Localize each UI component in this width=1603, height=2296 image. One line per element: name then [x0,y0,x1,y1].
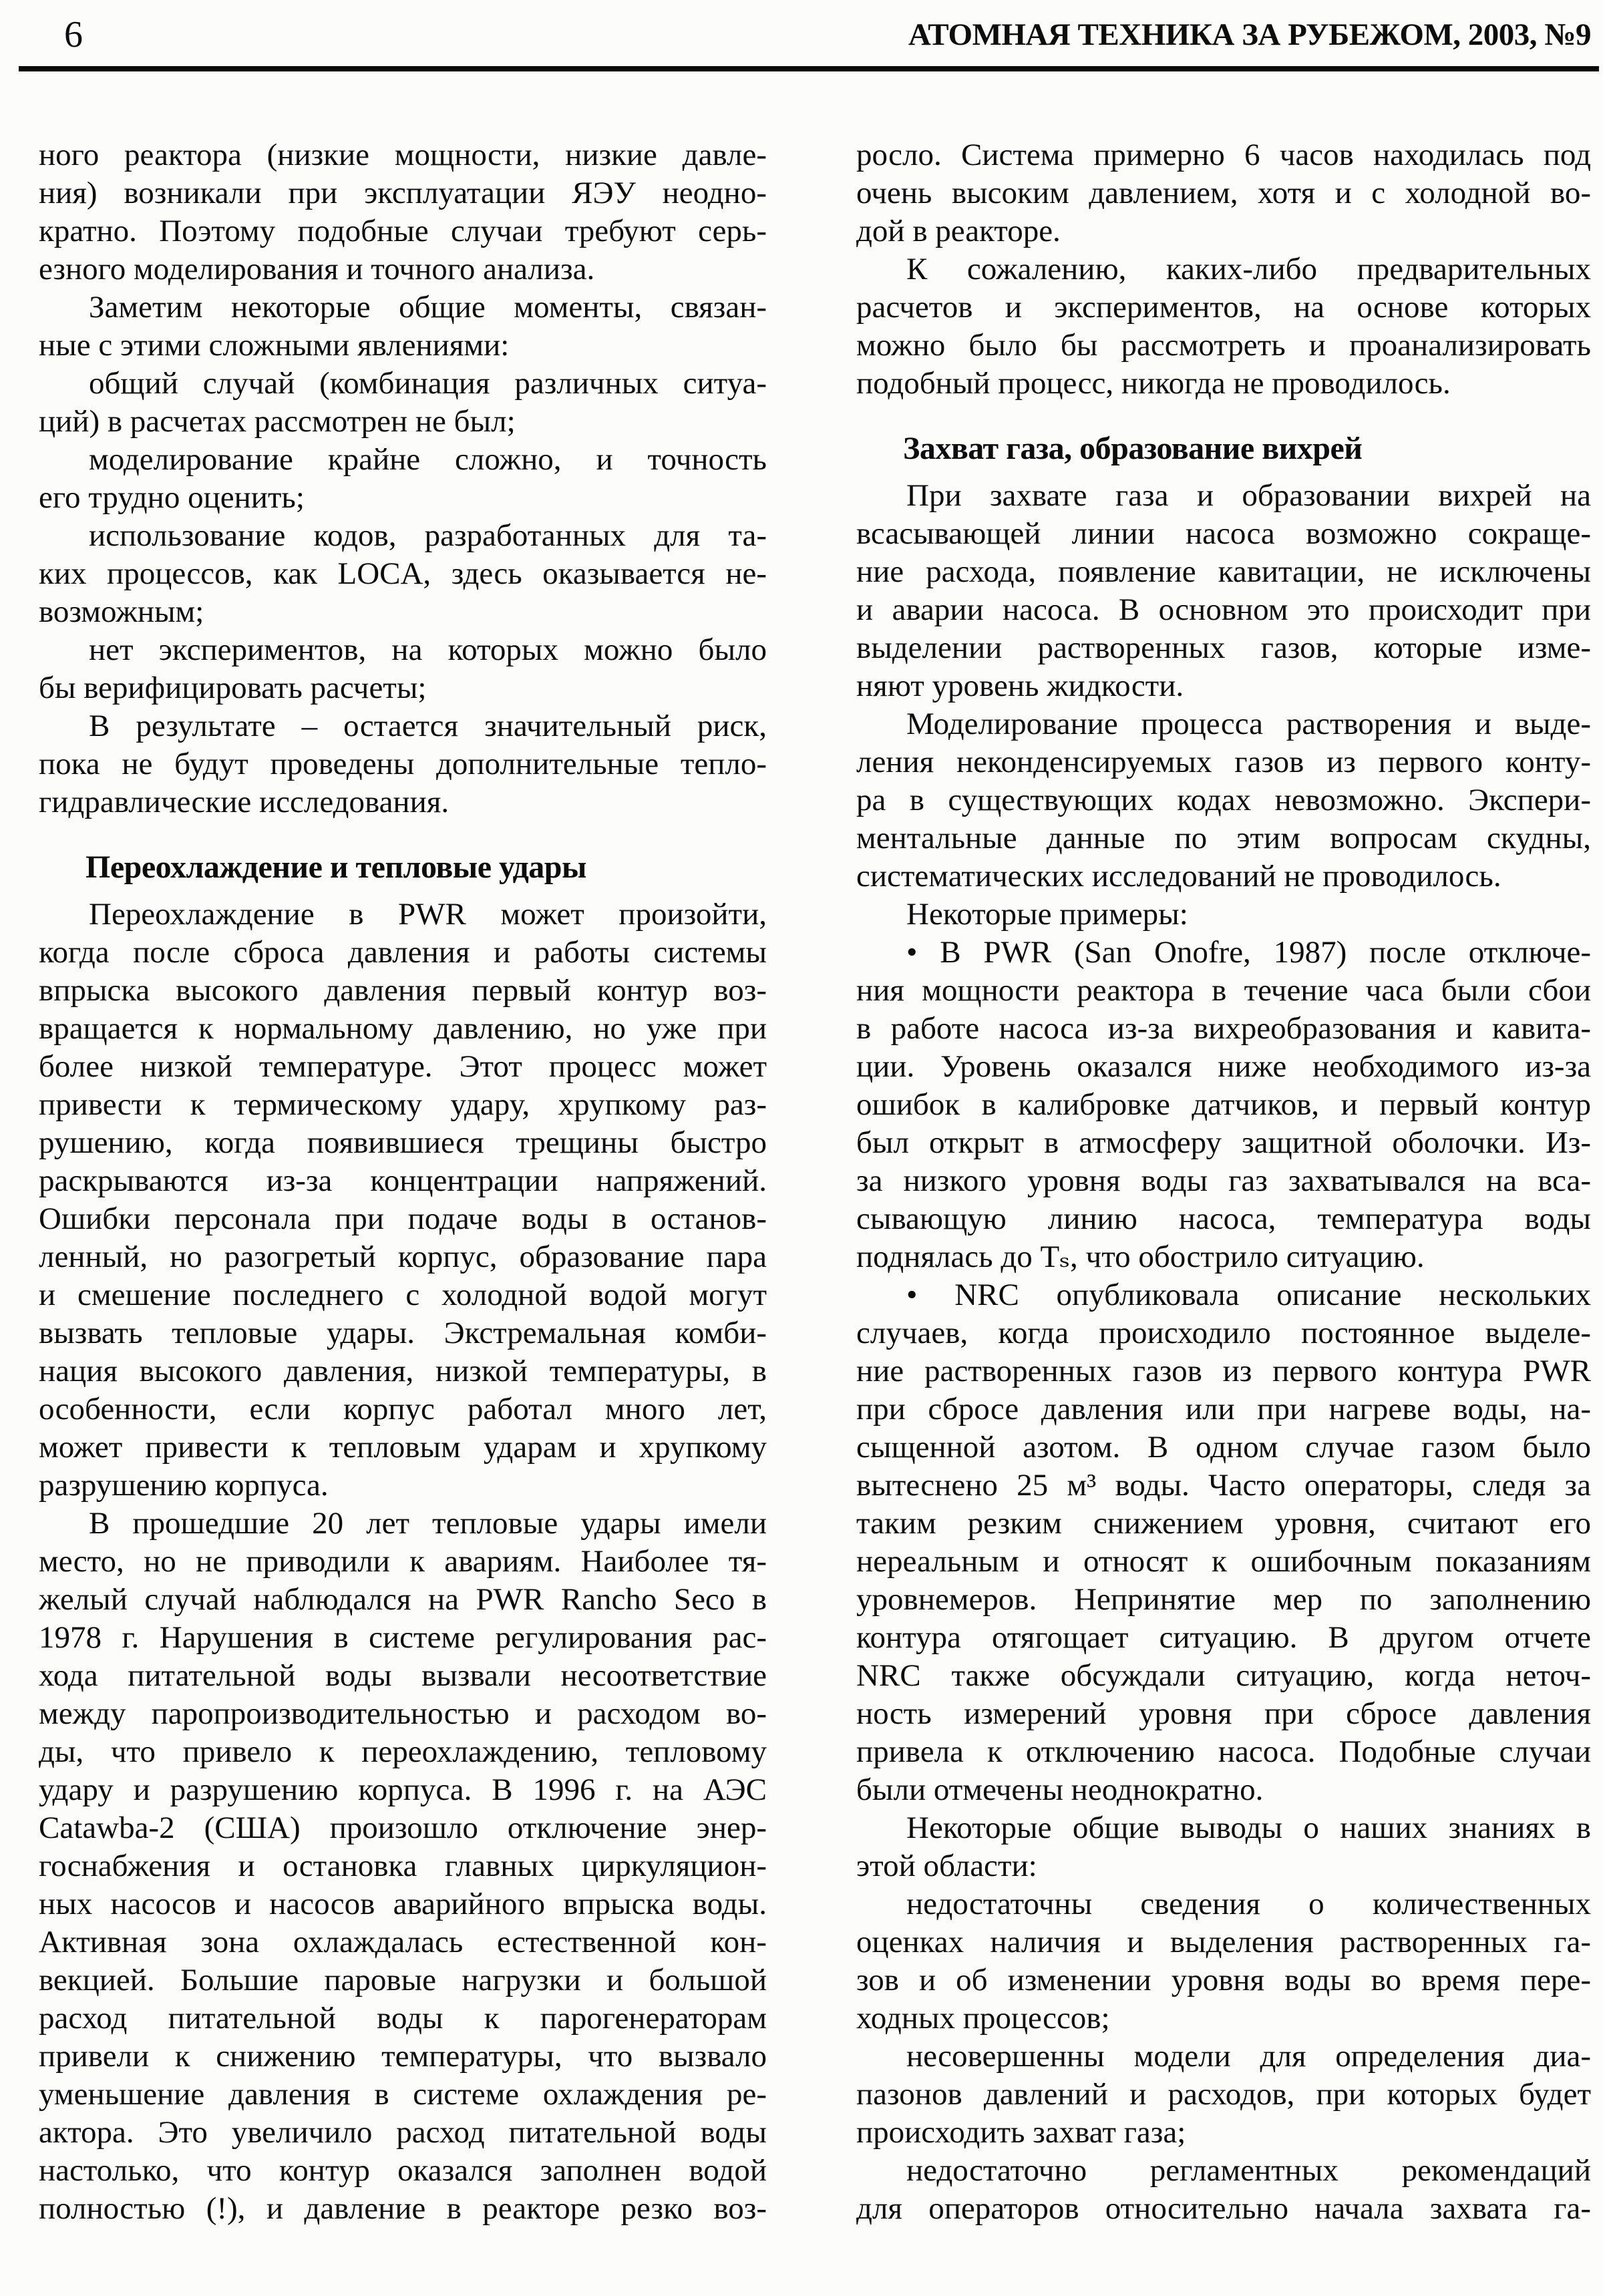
text-line: ния мощности реактора в течение часа были сбои [856,973,1591,1008]
text-line: пазонов давлений и расходов, при которых будет [856,2077,1591,2112]
text-line: общий случай (комбинация различных ситуа- [89,366,767,401]
text-line: ментальные данные по этим вопросам скудны, [856,821,1591,855]
text-line: оценках наличия и выделения растворенных га- [856,1925,1591,1959]
text-line: вращается к нормальному давлению, но уже при [39,1011,767,1046]
paragraph [856,705,1591,896]
text-line: когда после сброса давления и работы системы [39,935,767,970]
text-column-left [39,136,767,2228]
text-line: рушению, когда появившиеся трещины быстро [39,1125,767,1160]
text-line: пока не будут проведены дополнительные тепло- [39,747,767,781]
text-line: бы верифицировать расчеты; [39,671,427,705]
text-line: контура отягощает ситуацию. В другом отчете [856,1620,1591,1655]
text-line: расчетов и экспериментов, на основе которых [856,290,1591,325]
text-line: разрушению корпуса. [39,1468,329,1503]
text-line: более низкой температуре. Этот процесс может [39,1049,767,1084]
paragraph [39,1505,767,2228]
text-line: NRC также обсуждали ситуацию, когда неточ- [856,1658,1591,1693]
text-line: ления неконденсируемых газов из первого конту- [856,745,1591,779]
text-line: хода питательной воды вызвали несоответствие [39,1658,767,1693]
text-line: 1978 г. Нарушения в системе регулирования рас- [39,1620,767,1655]
text-line: госнабжения и остановка главных циркуляцион- [39,1849,767,1883]
text-line: можно было бы рассмотреть и проанализировать [856,328,1591,363]
paragraph [856,477,1591,705]
text-line: ций) в расчетах рассмотрен не был; [39,404,516,439]
text-line: и смешение последнего с холодной водой могут [39,1278,767,1312]
text-line: ность измерений уровня при сбросе давления [856,1696,1591,1731]
text-line: • В PWR (San Onofre, 1987) после отключе- [906,935,1591,970]
text-line: ды, что привело к переохлаждению, тепловому [39,1734,767,1769]
text-line: этой области: [856,1849,1037,1883]
text-line: удару и разрушению корпуса. В 1996 г. на АЭС [39,1772,767,1807]
text-line: вытеснено 25 м³ воды. Часто операторы, следя за [856,1468,1591,1503]
text-line: Некоторые общие выводы о наших знаниях в [906,1810,1591,1845]
text-line: актора. Это увеличило расход питательной воды [39,2115,767,2150]
paragraph [856,1276,1591,1809]
text-line: кратно. Поэтому подобные случаи требуют серь- [39,214,767,248]
text-line: происходить захват газа; [856,2115,1186,2150]
text-line: ных насосов и насосов аварийного впрыска воды. [39,1887,767,1921]
text-line: место, но не приводили к авариям. Наиболее тя- [39,1544,767,1579]
text-line: ного реактора (низкие мощности, низкие давле- [39,138,767,172]
text-line: векцией. Большие паровые нагрузки и большой [39,1963,767,1997]
paragraph [856,136,1591,250]
header-rule [19,66,1599,71]
paragraph [856,250,1591,403]
text-line: уровнемеров. Непринятие мер по заполнению [856,1582,1591,1617]
paragraph [39,517,767,631]
text-line: ние растворенных газов из первого контура PWR [856,1354,1591,1388]
journal-header-title: АТОМНАЯ ТЕХНИКА ЗА РУБЕЖОМ, 2003, №9 [908,17,1591,52]
text-line: несовершенны модели для определения диа- [906,2039,1591,2074]
text-line: • NRC опубликовала описание нескольких [906,1278,1591,1312]
paragraph [39,631,767,707]
text-line: всасывающей линии насоса возможно сокраще- [856,516,1591,551]
text-line: зов и об изменении уровня воды во время пере- [856,1963,1591,1997]
text-line: ния) возникали при эксплуатации ЯЭУ неодно- [39,176,767,210]
text-line: Ошибки персонала при подаче воды в останов- [39,1201,767,1236]
text-line: привести к термическому удару, хрупкому раз- [39,1087,767,1122]
text-line: Catawba-2 (США) произошло отключение энер- [39,1810,767,1845]
text-line: случаев, когда происходило постоянное выделе- [856,1316,1591,1350]
text-line: таким резким снижением уровня, считают его [856,1506,1591,1541]
paragraph [856,896,1591,934]
text-line: и аварии насоса. В основном это происходит при [856,592,1591,627]
text-line: ции. Уровень оказался ниже необходимого из-за [856,1049,1591,1084]
paragraph [39,365,767,441]
text-line: сыщенной азотом. В одном случае газом было [856,1430,1591,1465]
text-line: няют уровень жидкости. [856,668,1184,703]
section-heading: Переохлаждение и тепловые удары [85,849,586,885]
text-line: ких процессов, как LOCA, здесь оказывается не- [39,556,767,591]
text-line: ленный, но разогретый корпус, образование пара [39,1239,767,1274]
text-line: вызвать тепловые удары. Экстремальная комби- [39,1316,767,1350]
text-line: использование кодов, разработанных для та- [89,518,767,553]
text-line: К сожалению, каких-либо предварительных [906,252,1591,286]
text-line: В прошедшие 20 лет тепловые удары имели [89,1506,767,1541]
text-line: нереальным и относят к ошибочным показаниям [856,1544,1591,1579]
text-line: сывающую линию насоса, температура воды [856,1201,1591,1236]
text-line: очень высоким давлением, хотя и с холодной во- [856,176,1591,210]
text-line: между паропроизводительностью и расходом во- [39,1696,767,1731]
text-line: систематических исследований не проводилось. [856,859,1501,894]
text-line: его трудно оценить; [39,480,305,515]
text-line: раскрываются из-за концентрации напряжений. [39,1163,767,1198]
text-line: моделирование крайне сложно, и точность [89,442,767,477]
text-line: настолько, что контур оказался заполнен водой [39,2153,767,2188]
text-line: был открыт в атмосферу защитной оболочки. Из- [856,1125,1591,1160]
paragraph [39,441,767,517]
section-heading: Захват газа, образование вихрей [903,431,1363,466]
text-line: ра в существующих кодах невозможно. Экспери- [856,783,1591,817]
text-line: подобный процесс, никогда не проводилось. [856,366,1451,401]
text-line: ные с этими сложными явлениями: [39,328,510,363]
text-column-right [856,136,1591,2228]
paragraph [39,896,767,1505]
paragraph [856,1809,1591,1885]
text-line: нация высокого давления, низкой температуры, в [39,1354,767,1388]
text-line: уменьшение давления в системе охлаждения ре- [39,2077,767,2112]
text-line: При захвате газа и образовании вихрей на [906,478,1591,513]
text-line: может привести к тепловым ударам и хрупкому [39,1430,767,1465]
text-line: Заметим некоторые общие моменты, связан- [89,290,767,325]
text-line: ние расхода, появление кавитации, не исключены [856,554,1591,589]
text-line: поднялась до Tₛ, что обострило ситуацию. [856,1239,1425,1274]
text-line: Переохлаждение в PWR может произойти, [89,897,767,932]
text-line: росло. Система примерно 6 часов находилась под [856,138,1591,172]
text-line: расход питательной воды к парогенераторам [39,2001,767,2036]
text-line: привела к отключению насоса. Подобные случаи [856,1734,1591,1769]
text-line: недостаточны сведения о количественных [906,1887,1591,1921]
text-line: в работе насоса из-за вихреобразования и кавита- [856,1011,1591,1046]
text-line: Активная зона охлаждалась естественной кон- [39,1925,767,1959]
page-number: 6 [64,14,83,55]
text-line: Некоторые примеры: [906,897,1188,932]
paragraph [856,934,1591,1276]
text-line: за низкого уровня воды газ захватывался на вса- [856,1163,1591,1198]
text-line: ходных процессов; [856,2001,1110,2036]
text-line: при сбросе давления или при нагреве воды, на- [856,1392,1591,1426]
text-line: выделении растворенных газов, которые изме- [856,630,1591,665]
paragraph [856,2152,1591,2228]
text-line: ошибок в калибровке датчиков, и первый контур [856,1087,1591,1122]
text-line: были отмечены неоднократно. [856,1772,1264,1807]
paragraph [39,707,767,821]
paragraph [39,136,767,289]
text-line: Моделирование процесса растворения и выде- [906,707,1591,741]
text-line: возможным; [39,594,204,629]
text-line: нет экспериментов, на которых можно было [89,632,767,667]
paragraph [856,1885,1591,2038]
text-line: недостаточно регламентных рекомендаций [906,2153,1591,2188]
text-line: гидравлические исследования. [39,785,450,819]
text-line: особенности, если корпус работал много лет, [39,1392,767,1426]
text-line: желый случай наблюдался на PWR Rancho Seco в [39,1582,767,1617]
text-line: для операторов относительно начала захвата га- [856,2191,1591,2226]
paragraph [856,2038,1591,2152]
text-line: привели к снижению температуры, что вызвало [39,2039,767,2074]
text-line: полностью (!), и давление в реакторе резко воз- [39,2191,767,2226]
text-line: езного моделирования и точного анализа. [39,252,595,286]
text-line: В результате – остается значительный риск, [89,709,767,743]
text-line: впрыска высокого давления первый контур воз- [39,973,767,1008]
paragraph [39,289,767,365]
text-line: дой в реакторе. [856,214,1061,248]
